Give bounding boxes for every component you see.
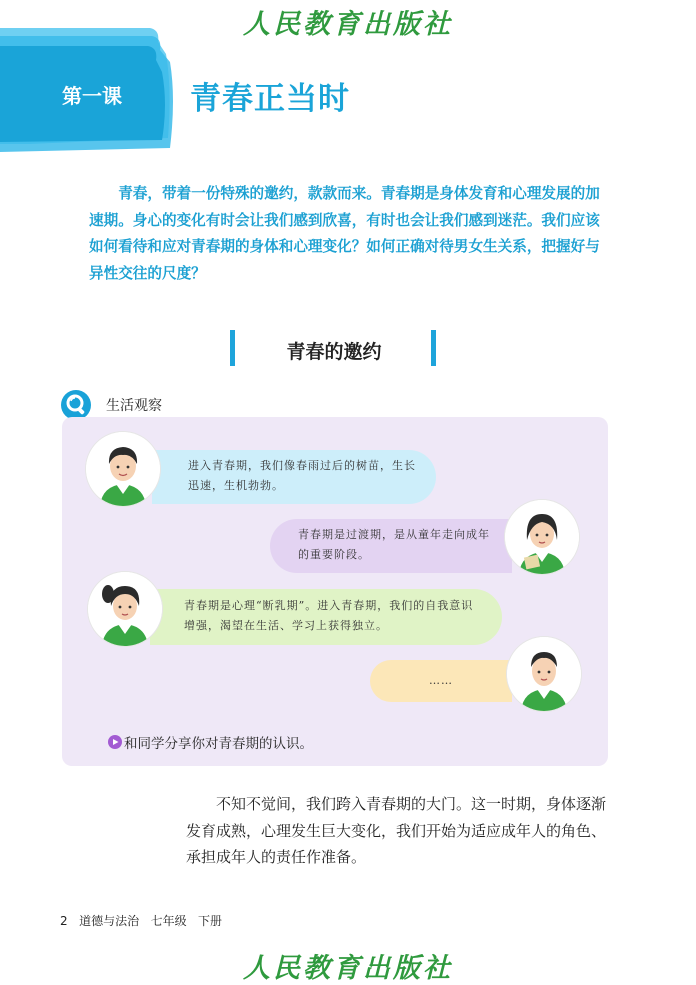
volume: 下册 (198, 914, 223, 928)
body-paragraph: 不知不觉间，我们跨入青春期的大门。这一时期，身体逐渐发育成熟，心理发生巨大变化，我们开始为适应成年人的角色、承担成年人的责任作准备。 (186, 795, 607, 866)
play-icon (108, 735, 122, 749)
intro-paragraph: 青春，带着一份特殊的邀约，款款而来。青春期是身体发育和心理发展的加速期。身心的变化有时会让我们感到欣喜，有时也会让我们感到迷茫。我们应该如何看待和应对青春期的身体和心理变化？如何正确对待男女生关系，把握好与异性交往的尺度？ (89, 185, 600, 282)
speech-bubble-4: …… (370, 660, 512, 702)
subject: 道德与法治 (79, 914, 140, 928)
section-bar-right (431, 330, 436, 366)
share-prompt (108, 732, 313, 752)
speech-bubble-1: 进入青春期，我们像春雨过后的树苗，生长迅速，生机勃勃。 (152, 450, 436, 504)
speech-bubble-3: 青春期是心理“断乳期”。进入青春期，我们的自我意识增强，渴望在生活、学习上获得独立。 (150, 589, 502, 645)
share-prompt-text: 和同学分享你对青春期的认识。 (124, 736, 313, 752)
boy-avatar-2 (507, 637, 581, 711)
grade: 七年级 (150, 914, 187, 928)
speech-bubble-2: 青春期是过渡期，是从童年走向成年的重要阶段。 (270, 519, 512, 573)
girl-avatar (505, 500, 579, 574)
boy-avatar (86, 432, 160, 506)
lesson-label: 第一课 (62, 84, 122, 108)
publisher-logo-bottom: 人民教育出版社 (243, 953, 453, 984)
observation-label: 生活观察 (106, 398, 162, 414)
lesson-title: 青春正当时 (190, 81, 350, 117)
page-footer (60, 912, 222, 929)
ponytail-girl-avatar (88, 572, 162, 646)
page-number: 2 (60, 914, 68, 928)
publisher-logo-top: 人民教育出版社 (243, 9, 453, 40)
section-bar-left (230, 330, 235, 366)
section-title: 青春的邀约 (286, 341, 382, 363)
